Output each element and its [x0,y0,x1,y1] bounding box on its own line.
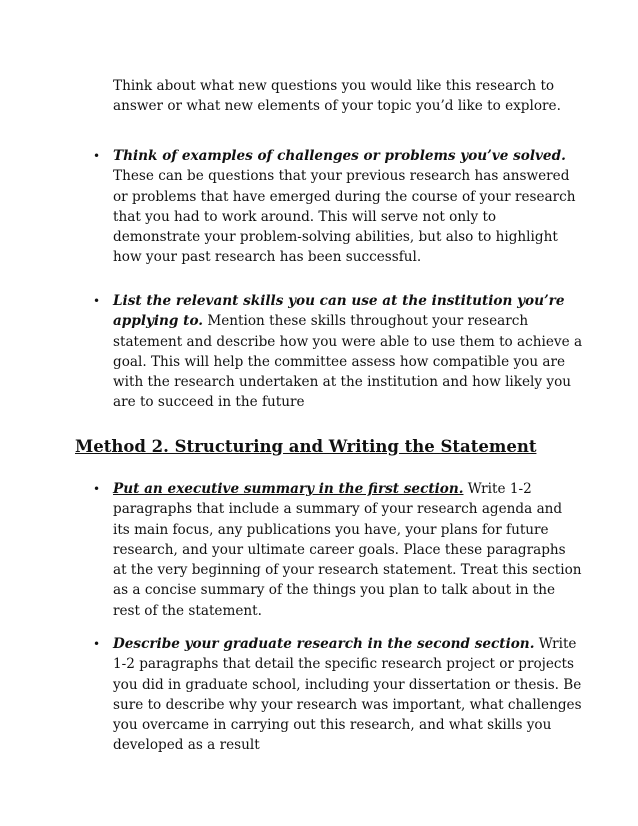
bullet-executive-summary [93,479,583,621]
bullet-challenges-solved [93,146,583,268]
bullet-lead-text: Think of examples of challenges or problems you’ve solved. [113,148,566,164]
intro-paragraph: Think about what new questions you would like this research to answer or what new elements of your topic you’d like to explore. [113,78,561,115]
bullet-body-text: Mention these skills throughout your research statement and describe how you were able to use them to achieve a goal. This will help the committee assess how compatible you are with the research undertaken at the institution and how likely you are to succeed in the future [113,313,583,411]
bullet-graduate-research [93,634,583,756]
bullet-dot-icon: • [93,149,101,163]
bullet-lead-text: Put an executive summary in the first section. [113,481,464,497]
bullet-dot-icon: • [93,482,101,496]
method-2-heading: Method 2. Structuring and Writing the Statement [75,437,537,456]
bullet-relevant-skills [93,291,583,413]
bullet-body-text: Write 1-2 paragraphs that include a summary of your research agenda and its main focus, any publications you have, your plans for future research, and your ultimate career goals. Place these paragraphs at the very beginning of your research statement. Treat this section as a concise summary of the things you plan to talk about in the rest of the statement. [113,481,582,619]
bullet-dot-icon: • [93,294,101,308]
bullet-lead-text: Describe your graduate research in the second section. [113,636,535,652]
bullet-dot-icon: • [93,637,101,651]
bullet-lead-text: List the relevant skills you can use at the institution you’re applying to. [113,293,565,330]
bullet-body-text: These can be questions that your previous research has answered or problems that have emerged during the course of your research that you had to work around. This will serve not only to demonstrate your problem-solving abilities, but also to highlight how your past research has been successful. [113,168,576,266]
bullet-body-text: Write 1-2 paragraphs that detail the specific research project or projects you did in graduate school, including your dissertation or thesis. Be sure to describe why your research was important, what challenges you overcame in carrying out this research, and what skills you developed as a result [113,636,582,754]
